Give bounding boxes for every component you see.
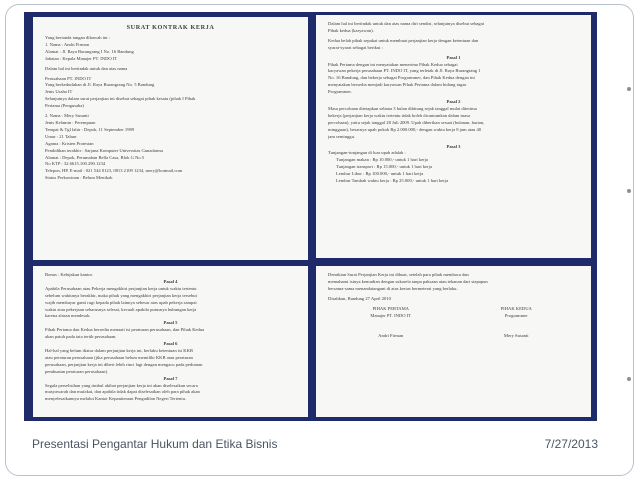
pasal-heading: Pasal 5 (163, 320, 178, 326)
page3-line: wajib membayar ganti rugi kepada pihak lainnya sebesar atas upah pekerja sampai (45, 299, 197, 305)
contract-photo (24, 12, 597, 421)
page1-line: Umur : 21 Tahun (45, 133, 77, 139)
party-title: PIHAK PERTAMA (372, 305, 409, 311)
page1-line: Yang berkedudukan di Jl. Raya Burangrang No. 5 Bandung (45, 82, 155, 88)
page2-line: Kedua belah pihak sepakat untuk membuat perjanjian kerja dengan ketentuan dan (328, 37, 479, 43)
page1-line: Jenis Usaha IT (45, 89, 73, 95)
page2-line: Programmer. (328, 89, 352, 95)
page2-line: Tunjangan-tunjangan di luar upah adalah : (328, 150, 406, 156)
page1-line: Perusahaan PT. INDO IT (45, 75, 92, 81)
pasal-heading: Pasal 3 (446, 143, 461, 149)
presentation-title: Presentasi Pengantar Hukum dan Etika Bisnis (32, 437, 278, 451)
page2-line: No. 16 Bandung, dan bekerja sebagai Programmer, dan Pihak Kedua dengan ini (328, 75, 475, 81)
page3-line: perusahaan, perjanjian kerja ini diberi lebih rinci lagi dengan mengacu pada pedoman (45, 361, 203, 367)
page1-line: Yang bertanda tangan dibawah ini : (45, 35, 110, 40)
contract-title: SURAT KONTRAK KERJA (126, 24, 215, 31)
place-date: Disahkan, Bandung 27 April 2010 (328, 295, 391, 301)
page2-line: karyawan pekerja perusahaan PT. INDO IT, yang terletak di Jl. Raya Burangrang 1 (328, 68, 481, 74)
signature-party-2 (460, 306, 573, 341)
page4-line: memahami isinya kemudian dengan sukarela tanpa paksaan atau tekanan dari siapapun (328, 278, 488, 284)
page1-line: Dalam hal ini bertindak untuk dan atas nama (45, 65, 128, 71)
page3-line: atau peraturan perusahaan (jika perusahaan belum memiliki KKB atau peraturan (45, 354, 193, 360)
page3-line: akan patuh pada tata tertib perusahaan. (45, 334, 117, 340)
signature-block (328, 306, 579, 341)
page2-line: Pihak Pertama dengan ini menyatakan menerima Pihak Kedua sebagai (328, 61, 458, 67)
party-role: Programmer (504, 312, 528, 318)
signature-party-1 (334, 306, 447, 341)
page2-line: Pihak kedua (karyawan). (328, 27, 374, 33)
contract-page-3 (33, 266, 308, 417)
page3-line: Segala perselisihan yang timbul akibat perjanjian kerja ini akan diselesaikan secara (45, 382, 198, 388)
decorative-dot (627, 377, 631, 381)
page2-line: jam seminggu. (328, 133, 356, 139)
pasal-heading: Pasal 4 (163, 278, 178, 284)
page2-line: Masa percobaan ditetapkan selama 3 bulan dihitung sejak tanggal mulai diterima (328, 105, 477, 111)
page1-line: Alamat : Jl. Raya Burangrang I No. 16 Bandung (45, 48, 134, 54)
page1-line: Pendidikan terakhir : Sarjana Komputer Universitas Gunadarma (45, 147, 163, 153)
pasal-heading: Pasal 1 (446, 54, 461, 60)
page3-line: waktu atau pekerjaan seharusnya selesai, kecuali apabila putusnya hubungan kerja (45, 306, 197, 312)
page1-line: Alamat : Depok, Perumahan Bella Casa, Blok G No.5 (45, 154, 145, 160)
allowance-line: Tunjangan transport : Rp 15.000,- untuk 1 hari kerja (336, 164, 433, 170)
contract-page-4 (316, 266, 591, 417)
page3-line: sebelum waktunya berakhir, maka pihak yang mengakhiri perjanjian kerja tersebut (45, 292, 197, 298)
page1-line: Status Perkawinan : Belum Menikah (45, 175, 113, 181)
page1-line: Telepon, HP, E-mail : 021 544 0123, 0813 2109 1234, mery@hotmail.com (45, 168, 183, 174)
page3-line: karena alasan mendesak. (45, 313, 91, 319)
party-name: Andri Firman (378, 333, 404, 339)
page3-line: Bonus : Kebijakan kantor. (45, 272, 93, 277)
slide-date: 7/27/2013 (544, 437, 598, 451)
page3-line: musyawarah dan mufakat, dan apabila tidak dapat diselesaikan oleh para pihak akan (45, 389, 200, 395)
page1-line: No KTP : 32.6615.100.290.1234 (45, 161, 106, 167)
page3-line: pembuatan peraturan perusahaan). (45, 368, 109, 374)
page1-line: Pertama (Pengusaha) (45, 103, 84, 109)
allowance-line: Lembur Libur : Rp 100.000,- untuk 1 hari kerja (336, 171, 424, 177)
page2-line: menyatakan bersedia menjadi karyawan Pihak Pertama dalam bidang tugas (328, 82, 467, 88)
page1-line: Agama : Kristen Protestan (45, 140, 94, 146)
allowance-line: Lembur Tambah waktu kerja : Rp 25.000,- untuk 1 hari kerja (336, 178, 449, 184)
decorative-dot (627, 189, 631, 193)
page3-line: Hal-hal yang belum diatur dalam perjanjian kerja ini, berlaku ketentuan isi KKB (45, 347, 193, 353)
page2-line: Dalam hal ini bertindak untuk dan atas nama diri sendiri, selanjutnya disebut sebagai (328, 21, 485, 26)
page3-line: Apabila Perusahaan atau Pekerja mengakhiri perjanjian kerja untuk waktu tertentu (45, 285, 197, 291)
party-name: Mery Susanti (503, 333, 529, 339)
page4-line: Demikian Surat Perjanjian Kerja ini dibuat, setelah para pihak membaca dan (328, 272, 469, 277)
page1-line: Tempat & Tgl lahir : Depok, 11 September 1989 (45, 126, 135, 132)
contract-page-2 (316, 15, 591, 258)
pasal-heading: Pasal 2 (446, 99, 461, 105)
page1-line: Selanjutnya dalam surat perjanjian ini disebut sebagai pihak kesatu (pihak I Pihak (45, 96, 196, 102)
page2-line: percobaan), yaitu sejak tanggal 28 Juli 2009. Upah diberikan sesuai (bulanan, harian, (328, 119, 485, 125)
page1-line: 1. Nama : Andri Firman (45, 41, 90, 47)
allowance-line: Tunjangan makan : Rp 10.000,- untuk 1 hari kerja (336, 157, 428, 163)
page3-line: Pihak Pertama dan Kedua bersedia menaati isi peraturan perusahaan, dan Pihak Kedua (45, 327, 205, 333)
page3-line: menyelesaikannya melalui Kantor Kepaniteraan Pengadilan Negeri Tertentu. (45, 396, 187, 402)
page1-line: Jabatan : Kepala Manajer PT. INDO IT (45, 55, 118, 61)
page2-line: syarat-syarat sebagai berikut : (328, 44, 383, 50)
pasal-heading: Pasal 7 (163, 375, 178, 381)
page2-line: mingguan), besarnya upah pokok Rp 2.000.000,- dengan waktu kerja 8 jam atau 40 (328, 126, 482, 132)
contract-page-1 (33, 17, 308, 260)
decorative-dot (627, 87, 631, 91)
page1-line: 2. Nama : Mery Susanti (45, 113, 89, 119)
page1-line: Jenis Kelamin : Perempuan (45, 119, 96, 125)
party-title: PIHAK KEDUA (500, 305, 532, 311)
pasal-heading: Pasal 6 (163, 341, 178, 347)
party-role: Manajer PT. INDO IT (370, 312, 412, 318)
page4-line: bersama-sama menandatangani di atas kertas bermeterai yang berlaku. (328, 285, 458, 291)
page2-line: bekerja (perjanjian kerja waktu tertentu tidak boleh dicantumkan dalam masa (328, 112, 470, 118)
